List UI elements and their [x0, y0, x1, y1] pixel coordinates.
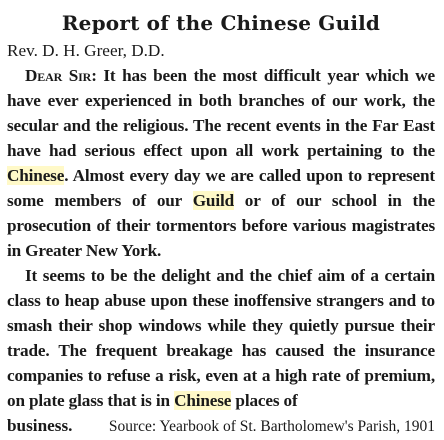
paragraph-1-part-2: . Almost every day we are called upon to represent some members of our	[7, 166, 435, 210]
paragraph-1	[7, 63, 435, 263]
paragraph-2-part-2: places of	[231, 391, 298, 410]
source-citation: Source: Yearbook of St. Bartholomew's Parish, 1901	[108, 418, 435, 435]
addressee-line: Rev. D. H. Greer, D.D.	[7, 41, 165, 60]
highlight-guild: Guild	[192, 191, 234, 210]
closing-line	[7, 413, 435, 438]
highlight-chinese-1: Chinese	[7, 166, 65, 185]
paragraph-2-part-1: It seems to be the delight and the chief aim of a certain class to heap abuse upon these inoffensive strangers and to smash their shop windows while they quietly pursue their trade. The frequent breakage has caused the insurance companies to refuse a risk, even at a high rate of premium, on plate glass that is in	[7, 266, 435, 410]
closing-word: business.	[7, 416, 73, 435]
highlight-chinese-2: Chinese	[174, 391, 232, 410]
document-title: Report of the Chinese Guild	[61, 11, 381, 35]
salutation: Dear Sir:	[25, 66, 97, 85]
paragraph-1-part-1: It has been the most difficult year which we have ever experienced in both branches of our work, the secular and the religious. The recent events in the Far East have had serious effect upon all work pertaining to the	[7, 66, 435, 160]
paragraph-2	[7, 263, 435, 413]
paragraph-1-part-3: or of our school in the prosecution of their tormentors before various magistrates in Greater New York.	[7, 191, 435, 260]
